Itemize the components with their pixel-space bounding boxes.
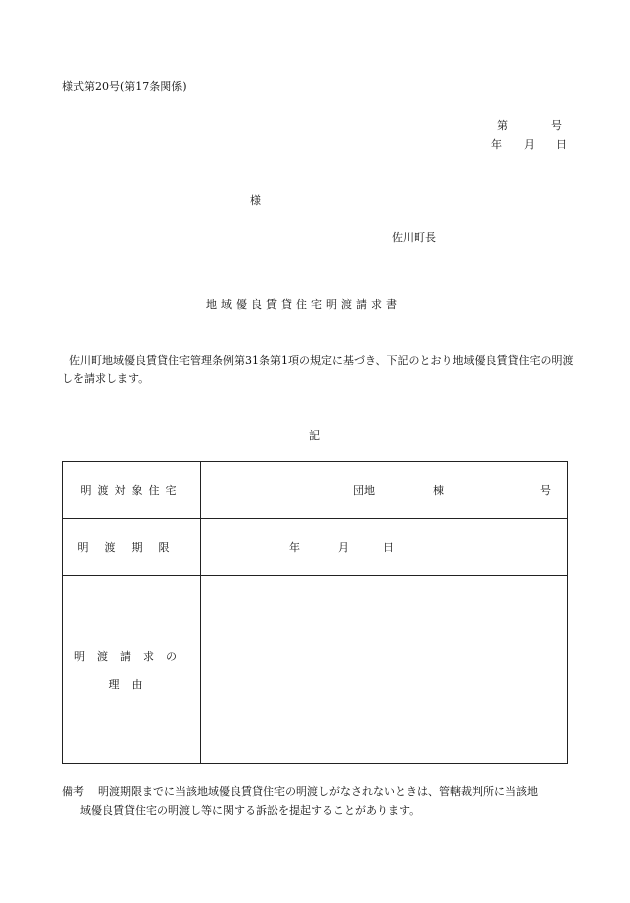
label-target-housing-text: 明渡対象住宅 xyxy=(80,484,183,497)
form-number: 様式第20号(第17条関係) xyxy=(62,80,187,93)
deadline-month: 月 xyxy=(338,541,349,554)
document-title: 地域優良賃貸住宅明渡請求書 xyxy=(206,298,401,311)
remarks-line2: 域優良賃貸住宅の明渡し等に関する訴訟を提起することがあります。 xyxy=(80,804,421,817)
danchi-label: 団地 xyxy=(353,484,375,497)
value-target-housing[interactable] xyxy=(201,462,568,519)
table-row-deadline xyxy=(63,519,568,576)
issue-date-month: 月 xyxy=(524,138,535,151)
deadline-year: 年 xyxy=(289,541,300,554)
body-text xyxy=(62,352,582,388)
value-reason[interactable] xyxy=(201,576,568,764)
body-text-content: 佐川町地域優良賃貸住宅管理条例第31条第1項の規定に基づき、下記のとおり地域優良賃貸住宅の明渡しを請求します。 xyxy=(62,354,574,385)
go-label: 号 xyxy=(540,484,551,497)
table-row-target-housing xyxy=(63,462,568,519)
remarks-line1: 明渡期限までに当該地域優良賃貸住宅の明渡しがなされないときは、管轄裁判所に当該地 xyxy=(98,785,538,798)
mune-label: 棟 xyxy=(433,484,444,497)
issue-date-day: 日 xyxy=(556,138,567,151)
ki-heading: 記 xyxy=(309,429,320,442)
issuer-name: 佐川町長 xyxy=(392,231,436,244)
label-reason-line2: 理由 xyxy=(108,677,155,691)
details-table xyxy=(62,461,568,764)
label-deadline-text: 明渡期限 xyxy=(77,541,186,554)
doc-number-prefix: 第 xyxy=(497,119,508,132)
table-row-reason xyxy=(63,576,568,764)
issue-date-year: 年 xyxy=(491,138,502,151)
label-deadline xyxy=(63,519,201,576)
label-reason-line1: 明渡請求の xyxy=(74,649,189,663)
deadline-day: 日 xyxy=(383,541,394,554)
doc-number-suffix: 号 xyxy=(551,119,562,132)
remarks-label: 備考 xyxy=(62,785,84,798)
value-deadline[interactable] xyxy=(201,519,568,576)
label-target-housing xyxy=(63,462,201,519)
addressee-honorific: 様 xyxy=(250,194,261,207)
label-reason xyxy=(63,576,201,764)
